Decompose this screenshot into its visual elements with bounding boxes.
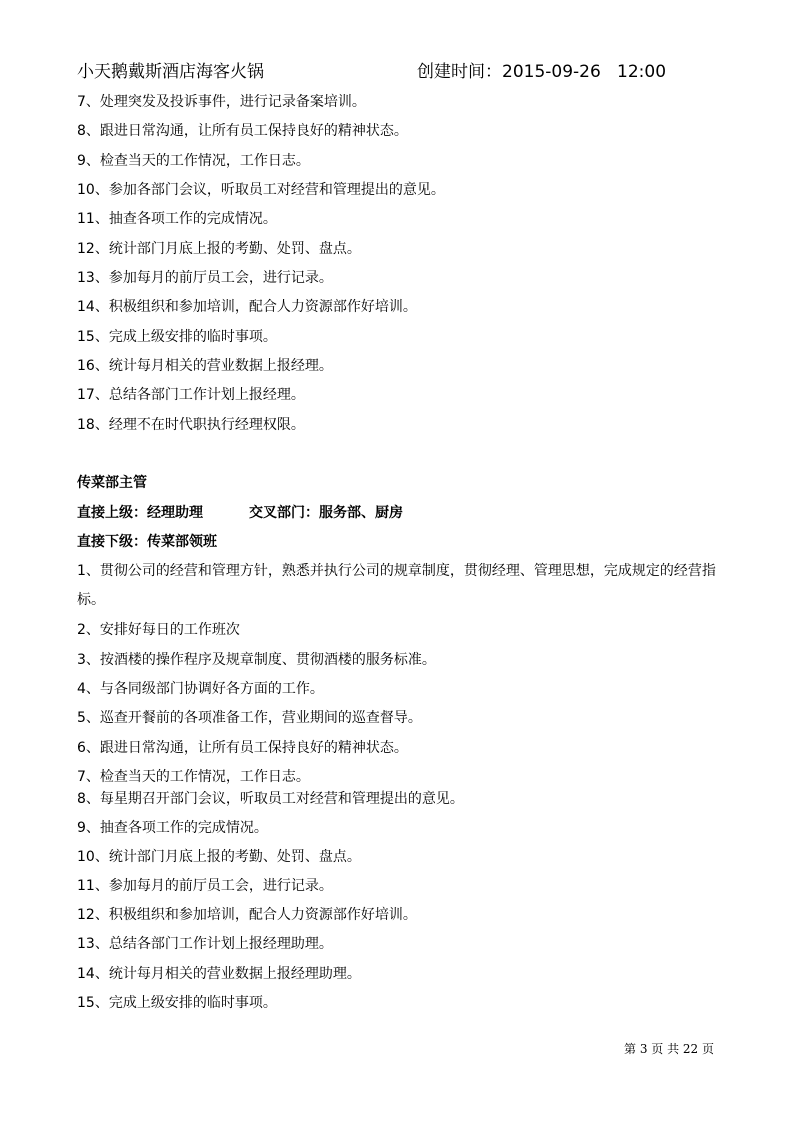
list-item: 9、抽查各项工作的完成情况。 [77, 820, 268, 836]
list-item: 3、按酒楼的操作程序及规章制度、贯彻酒楼的服务标准。 [77, 652, 436, 668]
list-item: 10、统计部门月底上报的考勤、处罚、盘点。 [77, 849, 361, 865]
company-name: 小天鹅戴斯酒店海客火锅 [77, 62, 264, 82]
list-item: 7、处理突发及投诉事件，进行记录备案培训。 [77, 94, 366, 110]
list-item: 10、参加各部门会议，听取员工对经营和管理提出的意见。 [77, 182, 445, 198]
list-item: 2、安排好每日的工作班次 [77, 622, 240, 638]
reporting-line [77, 503, 403, 523]
list-item: 16、统计每月相关的营业数据上报经理。 [77, 358, 333, 374]
list-item: 4、与各同级部门协调好各方面的工作。 [77, 681, 324, 697]
direct-subordinate: 直接下级：传菜部领班 [77, 534, 217, 550]
list-item: 13、总结各部门工作计划上报经理助理。 [77, 936, 333, 952]
list-item: 7、检查当天的工作情况，工作日志。 [77, 769, 310, 785]
list-item: 18、经理不在时代职执行经理权限。 [77, 417, 305, 433]
list-item: 8、跟进日常沟通，让所有员工保持良好的精神状态。 [77, 123, 408, 139]
list-item: 15、完成上级安排的临时事项。 [77, 329, 277, 345]
document-header [77, 60, 717, 84]
direct-superior: 直接上级：经理助理 [77, 505, 203, 521]
list-item: 9、检查当天的工作情况，工作日志。 [77, 153, 310, 169]
section-title: 传菜部主管 [77, 475, 147, 491]
list-item: 11、参加每月的前厅员工会，进行记录。 [77, 878, 333, 894]
list-item: 14、积极组织和参加培训，配合人力资源部作好培训。 [77, 299, 417, 315]
cross-department: 交叉部门：服务部、厨房 [249, 505, 403, 521]
created-date: 2015-09-26 [502, 62, 601, 82]
list-item: 15、完成上级安排的临时事项。 [77, 995, 277, 1011]
list-item: 8、每星期召开部门会议，听取员工对经营和管理提出的意见。 [77, 791, 464, 807]
list-item: 1、贯彻公司的经营和管理方针，熟悉并执行公司的规章制度，贯彻经理、管理思想，完成规定的经营指标。 [77, 563, 716, 608]
list-item: 12、统计部门月底上报的考勤、处罚、盘点。 [77, 241, 361, 257]
list-item: 12、积极组织和参加培训，配合人力资源部作好培训。 [77, 907, 417, 923]
created-label: 创建时间： [417, 62, 502, 82]
list-item: 6、跟进日常沟通，让所有员工保持良好的精神状态。 [77, 740, 408, 756]
created-clock: 12:00 [617, 62, 667, 82]
list-item: 14、统计每月相关的营业数据上报经理助理。 [77, 966, 361, 982]
page-number: 第 3 页 共 22 页 [624, 1042, 714, 1056]
created-time [417, 60, 666, 84]
list-item: 5、巡查开餐前的各项准备工作，营业期间的巡查督导。 [77, 710, 422, 726]
list-item: 17、总结各部门工作计划上报经理。 [77, 387, 305, 403]
list-item: 13、参加每月的前厅员工会，进行记录。 [77, 270, 333, 286]
list-item: 11、抽查各项工作的完成情况。 [77, 211, 277, 227]
